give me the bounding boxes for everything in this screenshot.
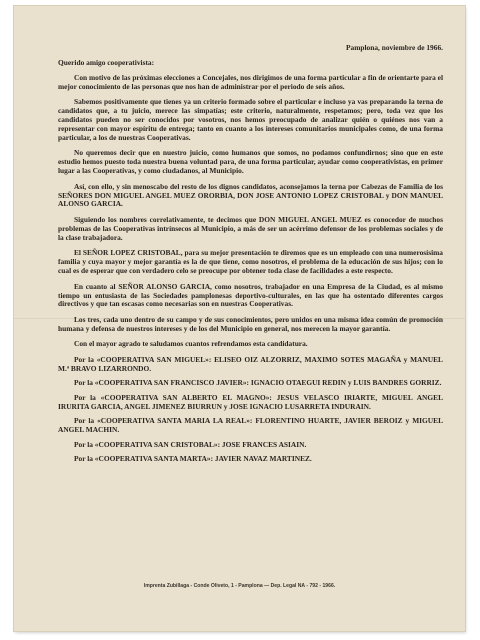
paragraph: Los tres, cada uno dentro de su campo y de sus conocimientos, pero unidos en una misma idea común de promoción humana y defensa de nuestros intereses y de los del Municipio en general, nos merecen la mayor garantía.	[58, 314, 443, 333]
signatory-entry: Por la «COOPERATIVA SAN ALBERTO EL MAGNO»: JESUS VELASCO IRIARTE, MIGUEL ANGEL IRURITA GARCIA, ANGEL JIMENEZ BIURRUN y JOSE IGNACIO LUSARRETA INDURAIN.	[58, 392, 443, 411]
signatory-entry: Por la «COOPERATIVA SAN CRISTOBAL»: JOSE FRANCES ASIAIN.	[74, 439, 307, 449]
letter-date: Pamplona, noviembre de 1966.	[346, 43, 443, 52]
paragraph: En cuanto al SEÑOR ALONSO GARCIA, como nosotros, trabajador en una Empresa de la Ciudad, es al mismo tiempo un entusiasta de las Sociedades pamplonesas deportivo-culturales, en las que ha ostentado diferentes cargos directivos y que tan escasas como necesarias son en nuestras Cooperativas.	[58, 281, 443, 309]
letter-body	[58, 44, 443, 470]
salutation: Querido amigo cooperativista:	[58, 57, 155, 67]
signatory-entry: Por la «COOPERATIVA SANTA MARTA»: JAVIER NAVAZ MARTINEZ.	[74, 454, 312, 464]
signatory-entry: Por la «COOPERATIVA SAN FRANCISCO JAVIER»: IGNACIO OTAEGUI REDIN y LUIS BANDRES GORRIZ.	[74, 378, 442, 388]
signatories-list	[58, 356, 443, 464]
paragraph: Con motivo de las próximas elecciones a Concejales, nos dirigimos de una forma particular a fin de orientarte para el mejor conocimiento de las personas que nos han de administrar por el periodo de seis años.	[58, 72, 443, 91]
paragraph: Siguiendo los nombres correlativamente, te decimos que DON MIGUEL ANGEL MUEZ es conocedor de muchos problemas de las Cooperativas intrínsecos al Municipio, a más de ser un acérrimo defensor de los problemas sociales y de la clase trabajadora.	[58, 214, 443, 242]
printer-footer: Imprenta Zubillaga - Conde Oliveto, 1 - Pamplona — Dep. Legal NA - 792 - 1966.	[143, 583, 336, 589]
paragraph: El SEÑOR LOPEZ CRISTOBAL, para su mejor presentación te diremos que es un empleado con una numerosísima familia y cuya mayor y mejor garantía es la de que tiene, como nosotros, el problema de la educación de sus hijos; con lo cual es de esperar que con verdadero celo se preocupe por obtener toda clase de facilidades a este respecto.	[58, 248, 443, 276]
letter-sheet	[14, 6, 465, 631]
paragraph: Así, con ello, y sin menoscabo del resto de los dignos candidatos, aconsejamos la terna por Cabezas de Familia de los SEÑORES DON MIGUEL ANGEL MUEZ ORORBIA, DON JOSE ANTONIO LOPEZ CRISTOBAL y DON MANUEL ALONSO GARCIA.	[58, 181, 443, 209]
paragraph: Sabemos positivamente que tienes ya un criterio formado sobre el particular e incluso ya vas preparando la terna de candidatos que, a tu juicio, merece las simpatías; este criterio, naturalmente, respetamos; pero, toda vez que los candidatos pueden no ser conocidos por vosotros, nos hemos preocupado de analizar quién o quiénes nos van a representar con mayor espíritu de entrega; tanto en cuanto a los intereses comunitarios municipales como, de una forma particular, a los de nuestras Cooperativas.	[58, 97, 443, 142]
closing-paragraph: Con el mayor agrado te saludamos cuantos refrendamos esta candidatura.	[74, 339, 308, 349]
signatory-entry: Por la «COOPERATIVA SANTA MARIA LA REAL»: FLORENTINO HUARTE, JAVIER BEROIZ y MIGUEL ANGEL MACHIN.	[58, 416, 443, 435]
paragraph: No queremos decir que en nuestro juicio, como humanos que somos, no podamos confundirnos; sino que en este estudio hemos puesto toda nuestra buena voluntad para, de una forma particular, ayudar como cooperativistas, en primer lugar a las Cooperativas, y como ciudadanos, al Municipio.	[58, 148, 443, 176]
signatory-entry: Por la «COOPERATIVA SAN MIGUEL»: ELISEO OIZ ALZORRIZ, MAXIMO SOTES MAGAÑA y MANUEL M.ª BRAVO LIZARRONDO.	[58, 354, 443, 373]
